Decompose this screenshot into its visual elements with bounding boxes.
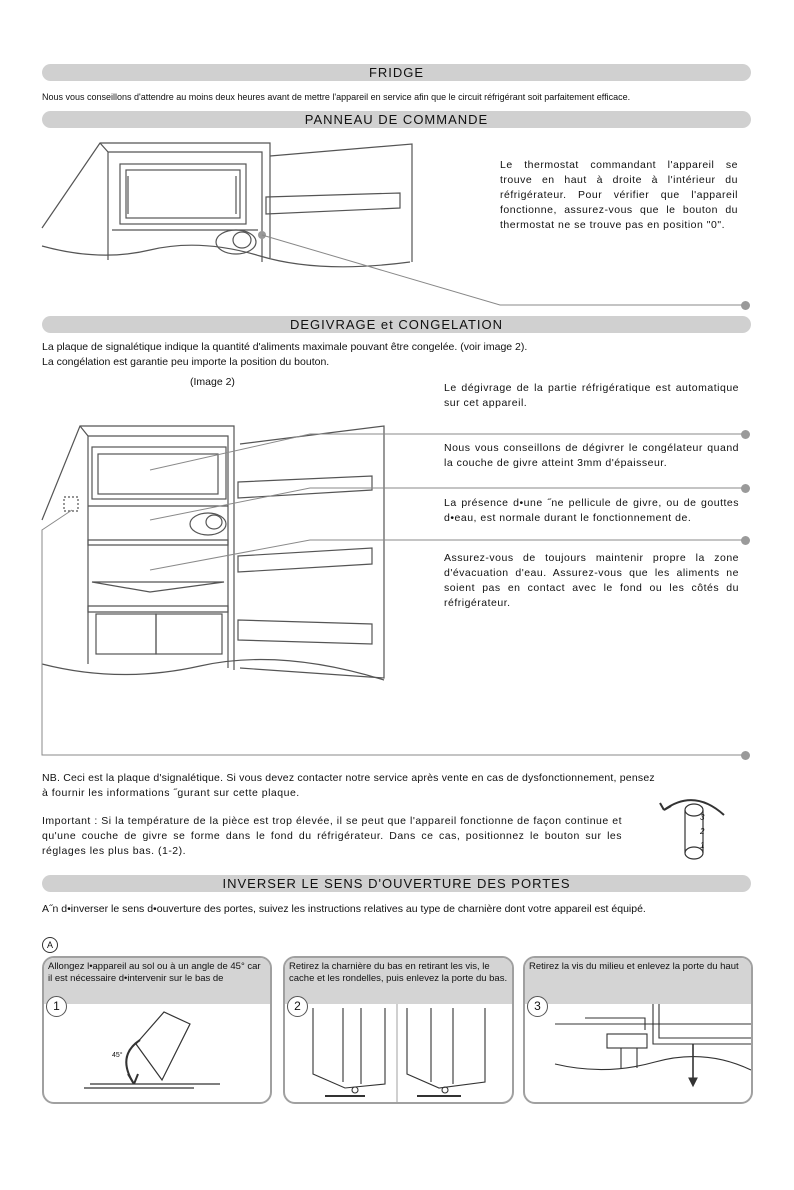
callout-dot-1 [741,430,750,439]
callout-text-1: Le dégivrage de la partie réfrigératique est automatique sur cet appareil. [444,382,739,409]
portes-intro: A˝n d•inverser le sens d•ouverture des portes, suivez les instructions relatives au type de charnière dont votre appareil est équipé. [42,903,646,915]
knob-label-1: 1 [700,841,705,850]
step-card-3 [523,956,753,1104]
degivrage-title: DEGIVRAGE et CONGELATION [289,317,504,332]
section-header-portes [42,875,751,892]
callout-dot-2 [741,484,750,493]
intro-note: Nous vous conseillons d'attendre au moins deux heures avant de mettre l'appareil en service afin que le circuit réfrigérant soit parfaitement efficace. [42,92,631,102]
knob-scale [700,811,712,853]
callout-dot-3 [741,536,750,545]
nb-line-2: à fournir les informations ˝gurant sur cette plaque. [42,787,300,799]
image-caption: (Image 2) [190,376,235,388]
step-card-2 [283,956,514,1104]
knob-label-3: 3 [700,813,705,822]
nb-line-1: NB. Ceci est la plaque d'signalétique. Si vous devez contacter notre service après vente en cas de dysfonctionnement, pensez [42,772,655,784]
callout-text-2: Nous vous conseillons de dégivrer le congélateur quand la couche de givre atteint 3mm d'épaisseur. [444,442,739,469]
important-note: Important : Si la température de la pièce est trop élevée, il se peut que l'appareil fonctionne de façon continue et qu'une couche de givre se forme dans le fond du réfrigérateur. Dans ce cas, positionnez le bouton sur les réglages les plus bas. (1-2). [42,815,622,857]
step-1-text: Allongez l•appareil au sol ou à un angle de 45° car il est nécessaire d•intervenir sur le bas de [44,958,270,1004]
portes-title: INVERSER LE SENS D'OUVERTURE DES PORTES [222,876,571,891]
callout-dot-4 [741,751,750,760]
callout-text-4: Assurez-vous de toujours maintenir propre la zone d'évacuation d'eau. Assurez-vous que les aliments ne soient pas en contact avec le fond ou les côtés du réfrigérateur. [444,552,739,609]
callout-text-3: La présence d•une ˝ne pellicule de givre, ou de gouttes d•eau, est normale durant le fonctionnement de. [444,497,739,524]
step-2-illustration [285,1004,512,1102]
section-marker-a: A [42,937,58,953]
step-3-illustration [525,1004,751,1102]
degivrage-intro-1: La plaque de signalétique indique la quantité d'aliments maximale pouvant être congelée. (voir image 2). [42,341,528,353]
step-2-number: 2 [287,996,308,1017]
knob-label-2: 2 [700,827,705,836]
panneau-title: PANNEAU DE COMMANDE [304,112,489,127]
step-2-text: Retirez la charnière du bas en retirant les vis, le cache et les rondelles, puis enlevez la porte du bas. [285,958,512,1004]
step-card-1 [42,956,272,1104]
step-1-illustration [44,1004,270,1102]
step-3-text: Retirez la vis du milieu et enlevez la porte du haut [525,958,751,1004]
page-title: FRIDGE [368,65,425,80]
panneau-text: Le thermostat commandant l'appareil se trouve en haut à droite à l'intérieur du réfrigérateur. Pour vérifier que l'appareil fonctionne, assurez-vous que le bouton du thermostat ne se trouve pas en position "0". [500,159,738,231]
step-1-number: 1 [46,996,67,1017]
degivrage-intro-2: La congélation est garantie peu importe la position du bouton. [42,356,330,368]
step-3-number: 3 [527,996,548,1017]
angle-label: 45° [112,1052,123,1059]
